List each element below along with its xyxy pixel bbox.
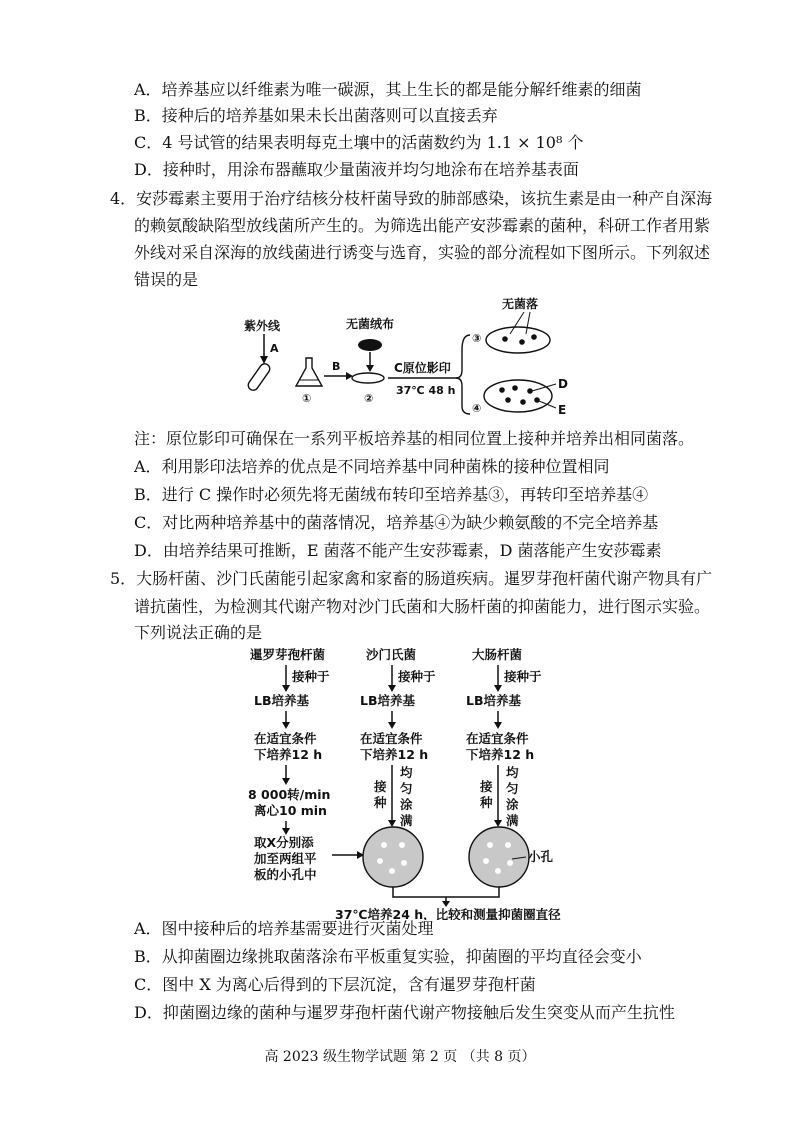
col1-lb: LB培养基	[254, 693, 309, 708]
col3-arrow-2-head	[494, 722, 502, 729]
col1-arrow-1-head	[282, 685, 290, 692]
col1-inoc: 接种于	[292, 669, 330, 684]
plate-3-icon	[486, 327, 550, 353]
col2-side-spread-2: 匀	[400, 781, 413, 796]
col2-arrow-3-head	[388, 820, 396, 827]
velvet-label: 无菌绒布	[346, 317, 395, 331]
centrifuge-1: 8 000转/min	[248, 787, 331, 802]
col3-side-spread-3: 涂	[506, 797, 519, 812]
col1-arrow-4-head	[282, 828, 290, 835]
branch-brace	[456, 335, 470, 414]
take-x-2: 加至两组平	[254, 851, 317, 866]
col1-head: 暹罗芽孢杆菌	[250, 647, 326, 662]
col2-side-inoc-2: 种	[374, 795, 387, 810]
hole	[495, 868, 501, 874]
q4-stem-line-4: 错误的是	[134, 270, 199, 289]
plate-4-colony	[534, 397, 540, 403]
label-1: ①	[302, 392, 312, 405]
col3-arrow-1-head	[494, 685, 502, 692]
q3-option-c: C．4 号试管的结果表明每克土壤中的活菌数约为 1.1 × 10⁸ 个	[134, 133, 584, 152]
q5-stem-line-2: 谱抗菌性，为检测其代谢产物对沙门氏菌和大肠杆菌的抑菌能力，进行图示实验。	[134, 597, 711, 616]
q3-option-b: B．接种后的培养基如果未长出菌落则可以直接丢弃	[134, 106, 498, 125]
col3-culture-1: 在适宜条件	[466, 731, 529, 746]
plate-ecoli	[469, 827, 529, 887]
culture-condition: 37℃ 48 h	[396, 384, 456, 397]
col2-lb: LB培养基	[360, 693, 415, 708]
hole	[377, 858, 383, 864]
q4-option-c: C．对比两种培养基中的菌落情况，培养基④为缺少赖氨酸的不完全培养基	[134, 513, 659, 532]
hole	[507, 860, 513, 866]
take-x-3: 板的小孔中	[254, 867, 317, 882]
plate-3-colony	[519, 339, 525, 345]
plate-3-colony	[502, 336, 508, 342]
join-line	[393, 887, 499, 897]
col3-side-spread-2: 匀	[506, 781, 519, 796]
col2-inoc: 接种于	[398, 669, 436, 684]
col3-side-inoc-1: 接	[480, 779, 493, 794]
inhibition-figure	[240, 645, 580, 920]
q5-stem-line-1: 5．大肠杆菌、沙门氏菌能引起家禽和家畜的肠道疾病。暹罗芽孢杆菌代谢产物具有广	[110, 569, 713, 588]
q4-option-d: D．由培养结果可推断，E 菌落不能产生安莎霉素，D 菌落能产生安莎霉素	[134, 541, 662, 560]
plate-4-colony	[520, 399, 526, 405]
step-a-label: A	[270, 342, 279, 355]
col3-inoc: 接种于	[504, 669, 542, 684]
uv-arrow-head	[260, 356, 268, 364]
col2-side-spread-3: 涂	[400, 797, 413, 812]
flask-icon	[296, 358, 322, 386]
col1-arrow-2-head	[282, 722, 290, 729]
plate-3-colony	[531, 334, 537, 340]
replica-plating-figure	[240, 290, 580, 420]
q4-stem-line-3: 外线对采自深海的放线菌进行诱变与选育，实验的部分流程如下图所示。下列叙述	[134, 243, 711, 262]
label-3: ③	[472, 332, 482, 345]
no-colony-pointer	[510, 312, 524, 334]
q3-option-d: D．接种时，用涂布器蘸取少量菌液并均匀地涂布在培养基表面	[134, 160, 579, 179]
test-tube-icon	[246, 362, 271, 392]
hole	[401, 860, 407, 866]
col3-lb: LB培养基	[466, 693, 521, 708]
col3-arrow-3-head	[494, 820, 502, 827]
col3-side-inoc-2: 种	[480, 795, 493, 810]
q4-option-b: B．进行 C 操作时必须先将无菌绒布转印至培养基③，再转印至培养基④	[134, 485, 649, 504]
col2-arrow-1-head	[388, 685, 396, 692]
q4-stem-line-1: 4．安莎霉素主要用于治疗结核分枝杆菌导致的肺部感染，该抗生素是由一种产自深海	[110, 189, 713, 208]
col3-head: 大肠杆菌	[472, 647, 523, 662]
hole	[483, 858, 489, 864]
centrifuge-2: 离心10 min	[254, 803, 327, 818]
hole	[487, 842, 493, 848]
col1-arrow-3-head	[282, 778, 290, 785]
plate-salmonella	[363, 827, 423, 887]
inhibition-zone-diagram	[240, 645, 580, 920]
no-colony-pointer	[526, 312, 530, 334]
col2-head: 沙门氏菌	[366, 647, 417, 662]
col3-side-spread-1: 均	[506, 765, 519, 780]
plate-4-colony	[512, 385, 518, 391]
col2-arrow-2-head	[388, 722, 396, 729]
plate-2-icon	[352, 373, 384, 383]
q4-option-a: A．利用影印法培养的优点是不同培养基中同种菌株的接种位置相同	[134, 457, 610, 476]
label-2: ②	[364, 392, 374, 405]
uv-label: 紫外线	[244, 319, 281, 333]
plate-4-colony	[505, 397, 511, 403]
step-b-label: B	[332, 360, 341, 373]
hole	[389, 868, 395, 874]
col2-culture-1: 在适宜条件	[360, 731, 423, 746]
plate-4-icon	[484, 380, 552, 412]
col2-side-spread-4: 满	[400, 813, 413, 828]
colony-e-label: E	[558, 403, 567, 417]
replica-plating-diagram	[240, 290, 580, 420]
col2-side-spread-1: 均	[400, 765, 413, 780]
plate-4-colony	[527, 388, 533, 394]
page-footer: 高 2023 级生物学试题 第 2 页 （共 8 页）	[264, 1049, 536, 1065]
col2-culture-2: 下培养12 h	[360, 747, 429, 762]
hole	[381, 842, 387, 848]
col1-culture-1: 在适宜条件	[254, 731, 317, 746]
no-colony-label: 无菌落	[502, 297, 539, 311]
q4-stem-line-2: 的赖氨酸缺陷型放线菌所产生的。为筛选出能产安莎霉素的菌种，科研工作者用紫	[134, 216, 711, 235]
hole	[399, 842, 405, 848]
velvet-pad-icon	[358, 339, 382, 351]
hole	[505, 842, 511, 848]
take-x-1: 取X分别添	[254, 835, 314, 850]
q4-note: 注：原位影印可确保在一系列平板培养基的相同位置上接种并培养出相同菌落。	[134, 429, 695, 448]
col3-side-spread-4: 满	[506, 813, 519, 828]
col3-culture-2: 下培养12 h	[466, 747, 535, 762]
step-c-label: C原位影印	[394, 361, 451, 375]
q3-option-a: A．培养基应以纤维素为唯一碳源，其上生长的都是能分解纤维素的细菌	[134, 80, 642, 99]
hole-label: 小孔	[528, 849, 554, 864]
velvet-arrow-head	[366, 365, 374, 372]
col2-side-inoc-1: 接	[374, 779, 387, 794]
label-4: ④	[472, 402, 482, 415]
q5-option-b: B．从抑菌圈边缘挑取菌落涂布平板重复实验，抑菌圈的平均直径会变小	[134, 947, 642, 966]
bottom-caption: 37℃培养24 h，比较和测量抑菌圈直径	[335, 907, 561, 920]
q5-stem-line-3: 下列说法正确的是	[134, 623, 263, 642]
colony-d-label: D	[558, 377, 568, 391]
q5-option-a: A．图中接种后的培养基需要进行灭菌处理	[134, 919, 434, 938]
col1-culture-2: 下培养12 h	[254, 747, 323, 762]
q5-option-c: C．图中 X 为离心后得到的下层沉淀，含有暹罗芽孢杆菌	[134, 975, 536, 994]
plate-4-colony	[499, 387, 505, 393]
q5-option-d: D．抑菌圈边缘的菌种与暹罗芽孢杆菌代谢产物接触后发生突变从而产生抗性	[134, 1003, 675, 1022]
